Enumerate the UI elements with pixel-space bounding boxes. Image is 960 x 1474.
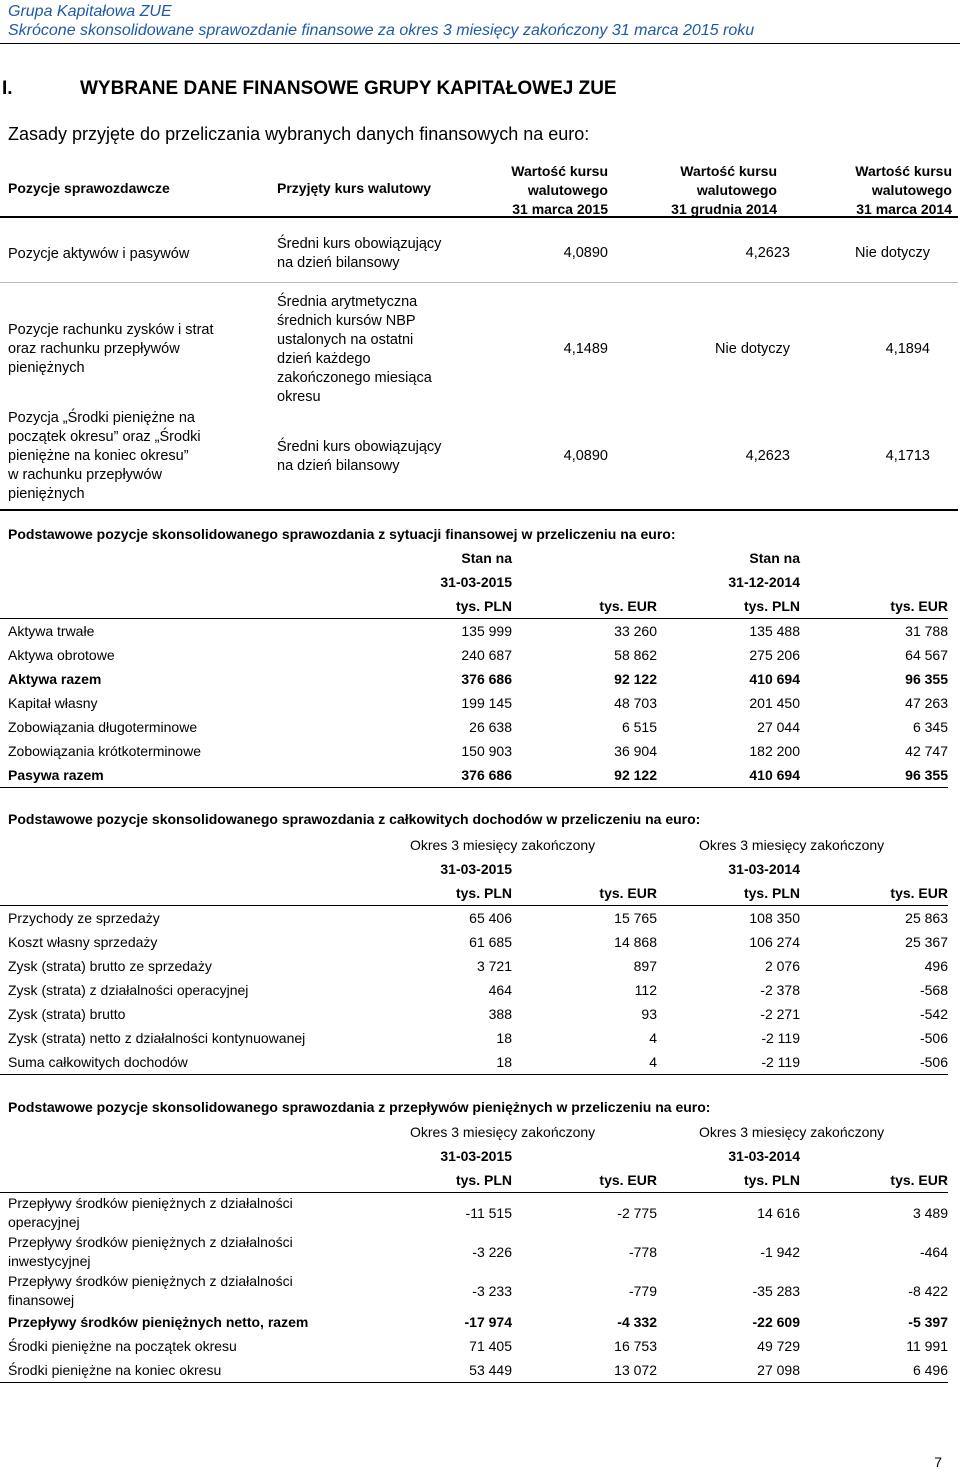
table-row [0, 1050, 948, 1075]
rates-row2-v3: 4,1894 [885, 341, 930, 357]
row-label: Pasywa razem [0, 763, 370, 788]
header-report-title: Skrócone skonsolidowane sprawozdanie finansowe za okres 3 miesięcy zakończony 31 marca 2015 roku [8, 22, 755, 39]
cell: -778 [628, 1243, 657, 1260]
cell: -22 609 [752, 1314, 800, 1330]
rates-row1-item [8, 245, 189, 264]
row-label: Zobowiązania krótkoterminowe [8, 743, 201, 759]
cashflow-date2: 31-03-2014 [728, 1148, 800, 1164]
rates-row1-rate-l2: na dzień bilansowy [277, 255, 400, 271]
income-table [0, 833, 948, 1075]
rates-row3-item-l1: Pozycja „Środki pieniężne na [8, 410, 195, 426]
rates-row3-rate-l2: na dzień bilansowy [277, 458, 400, 474]
section-title: WYBRANE DANE FINANSOWE GRUPY KAPITAŁOWEJ ZUE [80, 78, 617, 99]
rates-row1-item-l1: Pozycje aktywów i pasywów [8, 246, 190, 262]
cell: 897 [633, 958, 657, 974]
cell: 388 [488, 1006, 512, 1022]
table-row [0, 930, 948, 954]
row-label: Aktywa razem [8, 671, 102, 687]
cell: -542 [919, 1006, 948, 1022]
cell: -568 [919, 982, 948, 998]
balance-period2: Stan na [749, 550, 800, 566]
row-label [0, 1193, 370, 1233]
row-label-l2: finansowej [8, 1291, 75, 1308]
table-row [0, 715, 948, 739]
cell: 275 206 [749, 647, 800, 663]
cell: -2 119 [761, 1030, 800, 1046]
rates-row3-v3: 4,1713 [885, 448, 930, 464]
row-label: Przepływy środków pieniężnych netto, razem [8, 1314, 309, 1330]
income-period2: Okres 3 miesięcy zakończony [699, 837, 885, 853]
cell: -3 233 [472, 1282, 512, 1299]
cashflow-spacer [800, 1144, 948, 1168]
rates-row2-rate-l5: zakończonego miesiąca [277, 370, 432, 386]
balance-period1: Stan na [461, 550, 512, 566]
rates-bottom-rule [0, 509, 958, 511]
rates-row2-v2: Nie dotyczy [715, 341, 790, 357]
rates-row3-v1: 4,0890 [563, 448, 608, 464]
cell: -464 [919, 1243, 948, 1260]
row-label-l1: Przepływy środków pieniężnych z działalności [8, 1233, 293, 1250]
cell: 410 694 [657, 763, 800, 788]
cashflow-unit-4: tys. EUR [800, 1168, 948, 1193]
cell: 92 122 [614, 671, 657, 687]
cell: 25 367 [905, 934, 948, 950]
cell: 112 [634, 982, 657, 998]
cashflow-period1: Okres 3 miesięcy zakończony [410, 1124, 596, 1140]
cell: 201 450 [749, 695, 800, 711]
cell: 14 868 [614, 934, 657, 950]
section-number: I. [2, 78, 13, 99]
table-row [0, 906, 948, 931]
balance-unit-2: tys. EUR [512, 594, 657, 619]
cell: 47 263 [905, 695, 948, 711]
cashflow-spacer [0, 1144, 370, 1168]
cashflow-unit-2: tys. EUR [512, 1168, 657, 1193]
rates-row3-rate [277, 438, 441, 476]
cell: 106 274 [749, 934, 800, 950]
rates-header-dec2014-l3: 31 grudnia 2014 [671, 201, 777, 217]
rates-header-items: Pozycje sprawozdawcze [8, 180, 170, 196]
cashflow-table [0, 1120, 948, 1383]
cell: 96 355 [905, 671, 948, 687]
cell: -2 271 [760, 1006, 800, 1022]
table-row [0, 1310, 948, 1334]
cell: 240 687 [461, 647, 512, 663]
row-label: Środki pieniężne na początek okresu [8, 1338, 237, 1354]
cashflow-unit-3: tys. PLN [657, 1168, 800, 1193]
table-row [0, 739, 948, 763]
row-label-l2: inwestycyjnej [8, 1252, 91, 1269]
balance-spacer [0, 594, 370, 619]
rates-row3-item-l3: pieniężne na koniec okresu” [8, 448, 189, 464]
rates-row1-v1: 4,0890 [563, 245, 608, 261]
row-label [0, 1271, 370, 1310]
cell: 150 903 [461, 743, 512, 759]
cell: -4 332 [617, 1314, 657, 1330]
cell: 496 [924, 958, 948, 974]
table-row [0, 667, 948, 691]
cashflow-spacer [0, 1168, 370, 1193]
row-label: Zobowiązania długoterminowe [8, 719, 198, 735]
row-label-l1: Przepływy środków pieniężnych z działalności [8, 1272, 293, 1289]
rates-row1-rate [277, 235, 441, 273]
row-label: Kapitał własny [8, 695, 98, 711]
cell: 16 753 [614, 1338, 657, 1354]
cell: 11 991 [906, 1338, 948, 1354]
table-row [0, 763, 948, 788]
cell: 92 122 [512, 763, 657, 788]
table-row [0, 1026, 948, 1050]
cell: -2 378 [760, 982, 800, 998]
cell: -17 974 [464, 1314, 512, 1330]
rates-subtitle: Zasady przyjęte do przeliczania wybranych danych finansowych na euro: [8, 124, 590, 144]
table-row [0, 1002, 948, 1026]
section-heading [0, 78, 617, 100]
income-date2: 31-03-2014 [728, 861, 800, 877]
rates-row2-rate-l4: dzień każdego [277, 351, 371, 367]
rates-row-divider [0, 282, 958, 283]
cell: 71 405 [469, 1338, 512, 1354]
balance-unit-4: tys. EUR [800, 594, 948, 619]
rates-header-mar2015-l1: Wartość kursu [511, 163, 608, 179]
cell: 13 072 [512, 1358, 657, 1383]
row-label-l2: operacyjnej [8, 1213, 80, 1230]
rates-header-mar2015 [480, 162, 608, 219]
cell: 6 515 [621, 719, 657, 735]
row-label-l1: Przepływy środków pieniężnych z działalności [8, 1194, 293, 1211]
rates-row2-rate [277, 293, 432, 407]
cell: 3 489 [912, 1204, 948, 1221]
cashflow-spacer [0, 1120, 370, 1144]
cell: 48 703 [614, 695, 657, 711]
rates-row3-item [8, 409, 201, 504]
row-label: Środki pieniężne na koniec okresu [0, 1358, 370, 1383]
rates-header-rule [0, 216, 958, 218]
income-spacer [0, 833, 370, 857]
page-number: 7 [934, 1454, 942, 1470]
row-label: Suma całkowitych dochodów [0, 1050, 370, 1075]
row-label: Koszt własny sprzedaży [8, 934, 158, 950]
cell: 61 685 [469, 934, 512, 950]
table-row [0, 1193, 948, 1233]
header-group-name: Grupa Kapitałowa ZUE [8, 3, 172, 20]
cell: 93 [641, 1006, 657, 1022]
balance-title: Podstawowe pozycje skonsolidowanego sprawozdania z sytuacji finansowej w przeliczeniu na euro: [8, 526, 676, 542]
rates-header-mar2015-l2: walutowego [527, 182, 608, 198]
cashflow-date1: 31-03-2015 [440, 1148, 512, 1164]
income-spacer [0, 857, 370, 881]
cashflow-period2: Okres 3 miesięcy zakończony [699, 1124, 885, 1140]
rates-header-dec2014-l2: walutowego [696, 182, 777, 198]
table-row [0, 643, 948, 667]
row-label: Zysk (strata) brutto ze sprzedaży [8, 958, 212, 974]
rates-row2-item-l3: pieniężnych [8, 360, 85, 376]
rates-row2-item [8, 321, 214, 378]
balance-spacer [800, 546, 948, 570]
cell: 464 [488, 982, 512, 998]
row-label: Zysk (strata) netto z działalności kontynuowanej [8, 1030, 306, 1046]
rates-header-rate: Przyjęty kurs walutowy [277, 180, 432, 196]
header-divider [0, 43, 960, 44]
table-row [0, 954, 948, 978]
cell: 108 350 [749, 910, 800, 926]
row-label: Przychody ze sprzedaży [8, 910, 160, 926]
rates-row3-item-l4: w rachunku przepływów [8, 467, 162, 483]
cell: -779 [628, 1282, 657, 1299]
cell: 18 [496, 1030, 512, 1046]
cell: 27 044 [757, 719, 800, 735]
income-unit-2: tys. EUR [512, 881, 657, 906]
row-label: Aktywa trwałe [8, 623, 95, 639]
income-spacer [0, 881, 370, 906]
cell: 33 260 [614, 623, 657, 639]
balance-table [0, 546, 948, 788]
cell: 96 355 [800, 763, 948, 788]
rates-header-mar2014-l1: Wartość kursu [855, 163, 952, 179]
cashflow-title: Podstawowe pozycje skonsolidowanego sprawozdania z przepływów pieniężnych w przeliczeniu na euro: [8, 1099, 711, 1115]
table-row [0, 619, 948, 644]
balance-spacer [800, 570, 948, 594]
cell: -506 [800, 1050, 948, 1075]
cell: 410 694 [749, 671, 800, 687]
rates-row2-rate-l1: Średnia arytmetyczna [277, 294, 418, 310]
rates-row2-rate-l6: okresu [277, 389, 321, 405]
cell: -35 283 [752, 1282, 800, 1299]
cell: 42 747 [905, 743, 948, 759]
cell: 14 616 [757, 1204, 800, 1221]
row-label: Zysk (strata) brutto [8, 1006, 126, 1022]
cell: 4 [512, 1050, 657, 1075]
income-period1: Okres 3 miesięcy zakończony [410, 837, 596, 853]
cell: -8 422 [908, 1282, 948, 1299]
row-label: Zysk (strata) z działalności operacyjnej [8, 982, 249, 998]
table-row [0, 1271, 948, 1310]
balance-spacer [0, 546, 370, 570]
cell: 199 145 [461, 695, 512, 711]
cell: 49 729 [757, 1338, 800, 1354]
income-spacer [512, 857, 657, 881]
balance-unit-1: tys. PLN [370, 594, 512, 619]
cell: 6 496 [800, 1358, 948, 1383]
cell: -11 515 [465, 1204, 512, 1221]
rates-row2-rate-l3: ustalonych na ostatni [277, 332, 414, 348]
rates-row3-item-l2: początek okresu” oraz „Środki [8, 429, 201, 445]
cell: 25 863 [905, 910, 948, 926]
rates-header-dec2014-l1: Wartość kursu [680, 163, 777, 179]
income-spacer [800, 857, 948, 881]
income-date1: 31-03-2015 [440, 861, 512, 877]
income-unit-1: tys. PLN [370, 881, 512, 906]
cashflow-unit-1: tys. PLN [370, 1168, 512, 1193]
rates-row3-v2: 4,2623 [745, 448, 790, 464]
rates-row2-v1: 4,1489 [563, 341, 608, 357]
rates-row1-rate-l1: Średni kurs obowiązujący [277, 236, 442, 252]
rates-header-mar2014-l2: walutowego [871, 182, 952, 198]
rates-header-mar2014-l3: 31 marca 2014 [856, 201, 952, 217]
cell: -5 397 [908, 1314, 948, 1330]
cashflow-spacer [512, 1144, 657, 1168]
cell: 182 200 [749, 743, 800, 759]
cell: 3 721 [476, 958, 512, 974]
balance-unit-3: tys. PLN [657, 594, 800, 619]
income-title: Podstawowe pozycje skonsolidowanego sprawozdania z całkowitych dochodów w przeliczeniu na euro: [8, 811, 701, 827]
balance-spacer [512, 570, 657, 594]
table-row [0, 1358, 948, 1383]
cell: 18 [370, 1050, 512, 1075]
cell: 31 788 [905, 623, 948, 639]
cell: -2 119 [657, 1050, 800, 1075]
cell: 135 999 [461, 623, 512, 639]
rates-row2-item-l1: Pozycje rachunku zysków i strat [8, 322, 214, 338]
cell: -1 942 [760, 1243, 800, 1260]
balance-date1: 31-03-2015 [440, 574, 512, 590]
balance-spacer [0, 570, 370, 594]
table-row [0, 1334, 948, 1358]
rates-row2-rate-l2: średnich kursów NBP [277, 313, 416, 329]
table-row [0, 691, 948, 715]
cell: 4 [649, 1030, 657, 1046]
cell: 6 345 [912, 719, 948, 735]
cell: -2 775 [617, 1204, 657, 1221]
cell: 58 862 [614, 647, 657, 663]
cell: 376 686 [370, 763, 512, 788]
cell: 376 686 [461, 671, 512, 687]
rates-row3-rate-l1: Średni kurs obowiązujący [277, 439, 442, 455]
balance-date2: 31-12-2014 [728, 574, 800, 590]
table-row [0, 978, 948, 1002]
rates-row2-item-l2: oraz rachunku przepływów [8, 341, 180, 357]
rates-row1-v2: 4,2623 [745, 245, 790, 261]
rates-header-dec2014 [640, 162, 777, 219]
row-label [0, 1232, 370, 1271]
cell: 15 765 [614, 910, 657, 926]
cell: 2 076 [764, 958, 800, 974]
rates-header-mar2015-l3: 31 marca 2015 [512, 201, 608, 217]
income-unit-3: tys. PLN [657, 881, 800, 906]
income-unit-4: tys. EUR [800, 881, 948, 906]
rates-row3-item-l5: pieniężnych [8, 486, 85, 502]
cell: 135 488 [749, 623, 800, 639]
cell: 36 904 [614, 743, 657, 759]
row-label: Aktywa obrotowe [8, 647, 115, 663]
cell: 26 638 [469, 719, 512, 735]
rates-header-mar2014 [800, 162, 952, 219]
cell: 64 567 [905, 647, 948, 663]
rates-row1-v3: Nie dotyczy [855, 245, 930, 261]
cell: 27 098 [657, 1358, 800, 1383]
cell: 65 406 [469, 910, 512, 926]
table-row [0, 1232, 948, 1271]
balance-spacer [512, 546, 657, 570]
cell: 53 449 [370, 1358, 512, 1383]
cell: -506 [919, 1030, 948, 1046]
cell: -3 226 [472, 1243, 512, 1260]
